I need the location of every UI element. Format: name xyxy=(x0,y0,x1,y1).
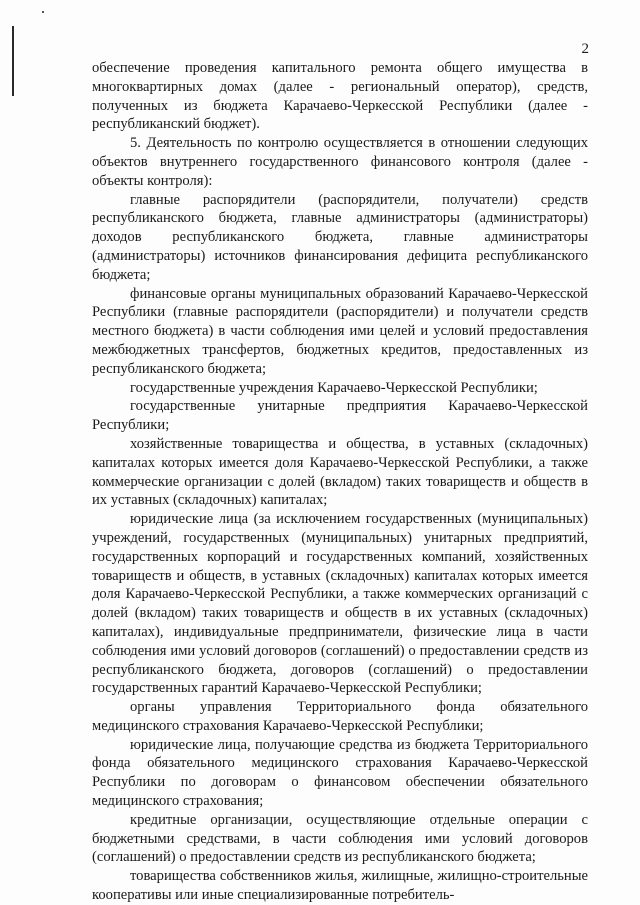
paragraph-oms-fund-bodies: органы управления Территориального фонда обязательного медицинского страхования Карачаево-Черкесской Республики; xyxy=(92,699,588,734)
paragraph-item-5: 5. Деятельность по контролю осуществляется в отношении следующих объектов внутреннего государственного финансового контроля (далее - объекты контроля): xyxy=(92,135,588,189)
binding-mark xyxy=(12,26,14,96)
scan-dot xyxy=(42,11,44,13)
paragraph-continuation: обеспечение проведения капитального ремонта общего имущества в многоквартирных домах (далее - региональный оператор), средств, полученных из бюджета Карачаево-Черкесской Республики (далее - республиканский бюджет). xyxy=(92,60,588,133)
paragraph-business-partnerships: хозяйственные товарищества и общества, в уставных (складочных) капиталах которых имеется доля Карачаево-Черкесской Республики, а также коммерческие организации с долей (вкладом) таких товариществ и обществ в их уставных (складочных) капиталах; xyxy=(92,435,588,509)
paragraph-state-institutions: государственные учреждения Карачаево-Черкесской Республики; xyxy=(130,379,538,396)
paragraph-legal-entities: юридические лица (за исключением государственных (муниципальных) учреждений, государственных (муниципальных) унитарных предприятий, государственных корпораций и государственных компаний, хозяйственных товариществ и обществ, в уставных (складочных) капиталах которых имеется доля Карачаево-Черкесской Республики, а также коммерческих организаций с долей (вкладом) таких товариществ и обществ в их уставных (складочных) капиталах), индивидуальные предприниматели, физические лица в части соблюдения ими условий договоров (соглашений) о предоставлении средств из республиканского бюджета, договоров (соглашений) о предоставлении государственных гарантий Карачаево-Черкесской Республики; xyxy=(92,511,588,697)
paragraph-main-budget-managers: главные распорядители (распорядители, получатели) средств республиканского бюджета, главные администраторы (администраторы) доходов республиканского бюджета, главные администраторы (администраторы) источников финансирования дефицита республиканского бюджета; xyxy=(92,191,588,283)
paragraph-financial-bodies: финансовые органы муниципальных образований Карачаево-Черкесской Республики (главные распорядители (распорядители) и получатели средств местного бюджета) в части соблюдения ими целей и условий предоставления межбюджетных трансфертов, бюджетных кредитов, предоставленных из республиканского бюджета; xyxy=(92,285,588,377)
paragraph-oms-fund-recipients: юридические лица, получающие средства из бюджета Территориального фонда обязательного медицинского страхования Карачаево-Черкесской Республики по договорам о финансовом обеспечении обязательного медицинского страхования; xyxy=(92,736,588,810)
paragraph-unitary-enterprises: государственные унитарные предприятия Карачаево-Черкесской Республики; xyxy=(92,398,588,434)
paragraph-housing-partnerships: товарищества собственников жилья, жилищные, жилищно-строительные кооперативы или иные специализированные потребитель- xyxy=(92,868,588,904)
paragraph-credit-organizations: кредитные организации, осуществляющие отдельные операции с бюджетными средствами, в части соблюдения ими условий договоров (соглашений) о предоставлении средств из республиканского бюджета; xyxy=(92,811,588,866)
page-number: 2 xyxy=(581,41,589,57)
document-body xyxy=(92,59,588,905)
